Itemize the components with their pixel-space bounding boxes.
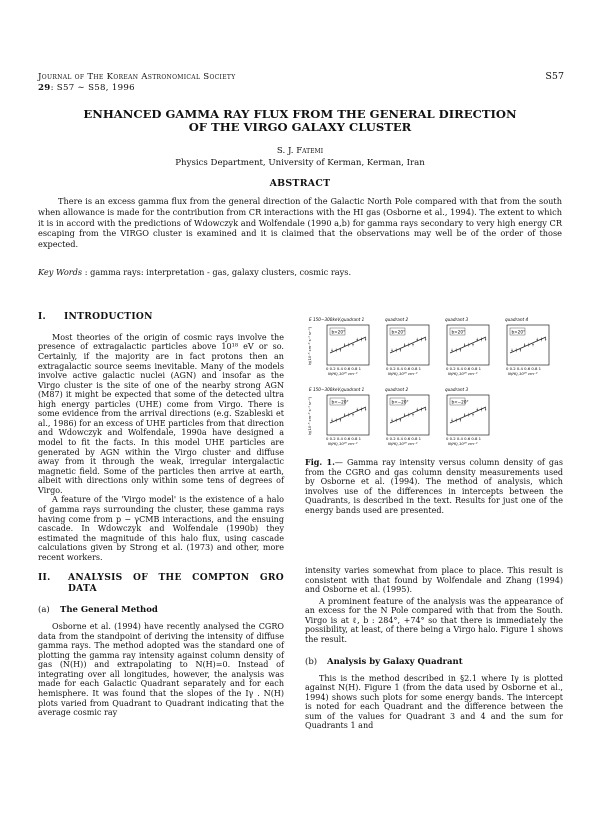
fit-line xyxy=(510,337,546,353)
panel-header: quadrant 2 xyxy=(385,387,409,392)
data-point xyxy=(421,339,422,340)
data-point xyxy=(460,419,461,420)
figure-1 xyxy=(305,315,563,455)
section-1-title: INTRODUCTION xyxy=(64,311,153,322)
data-point xyxy=(456,420,457,421)
panel-label: b<−20° xyxy=(391,399,409,405)
data-point xyxy=(408,414,409,415)
data-point xyxy=(412,344,413,345)
data-point xyxy=(472,414,473,415)
right-column xyxy=(305,566,563,731)
journal-volume-line xyxy=(38,83,235,94)
data-point xyxy=(472,344,473,345)
data-point xyxy=(340,419,341,420)
figure-1-caption-text: — Gamma ray intensity versus column density of gas from the CGRO and gas column density measurements used by Osborne et al. (1994). The method of analysis, which involves use of the differences in intercepts between the Quadrants, is described in the text. Results for just one of the energy bands used are presented. xyxy=(305,458,563,515)
section-2-number: II. xyxy=(38,572,51,584)
fit-line xyxy=(390,337,426,353)
intro-paragraph-1: Most theories of the origin of cosmic rays involve the presence of extragalactic particles above 10¹⁸ eV or so. Certainly, if the majority are in fact protons then an extragalactic source seems inevitable. Many of the models involve active galactic nuclei (AGN) and insofar as the Virgo cluster is the site of one of the nearby strong AGN (M87) it might be expected that some of the detected ultra high energy particles (UHE) come from Virgo. There is some evidence from the arrival directions (e.g. Szableski et al., 1986) for an excess of UHE particles from that direction and Wdowczyk and Wolfendale, 1990a have designed a model to fit the facts. In this model UHE particles are generated by AGN within the Virgo cluster and diffuse away from it through the weak, irregular intergalactic magnetic field. Some of the particles then arrive at earth, albeit with directions only within some tens of degrees of Virgo. xyxy=(38,332,284,495)
subsection-a-number: (a) xyxy=(38,604,50,615)
data-point xyxy=(348,414,349,415)
data-point xyxy=(365,339,366,340)
right-paragraph-2: A prominent feature of the analysis was the appearance of an excess for the N Pole compared with that from the South. Virgo is at ℓ, b : 284°, +74° so that there is immediately the possibility, at least, of there being a Virgo halo. Figure 1 shows the result. xyxy=(305,596,563,644)
data-point xyxy=(331,350,332,351)
x-tick-labels: 0 0.2 0.4 0.6 0.8 1 xyxy=(386,366,422,371)
data-point xyxy=(464,345,465,346)
data-point xyxy=(417,339,418,340)
intro-paragraph-2: A feature of the 'Virgo model' is the existence of a halo of gamma rays surrounding the cluster, these gamma rays having come from p − γCMB interactions, and the ensuing cascade. In Wdowczyk and Wolfendale (1990b) they estimated the magnitude of this halo flux, using cascade calculations given by Strong et al. (1973) and other, more recent workers. xyxy=(38,495,284,562)
data-point xyxy=(396,420,397,421)
data-point xyxy=(352,414,353,415)
data-point xyxy=(391,350,392,351)
x-axis-label: N(HI),10²⁰ cm⁻² xyxy=(388,371,418,376)
section-2-heading xyxy=(38,573,284,595)
data-point xyxy=(511,350,512,351)
data-point xyxy=(537,339,538,340)
panel-header: E 150−300keV,quadrant 1 xyxy=(309,317,365,322)
section-1-heading xyxy=(38,312,284,323)
panel-label: b>20° xyxy=(331,329,346,335)
author-block xyxy=(40,146,560,169)
data-point xyxy=(425,409,426,410)
data-point xyxy=(412,414,413,415)
x-axis-label: N(HI),10²⁰ cm⁻² xyxy=(448,441,478,446)
data-point xyxy=(451,420,452,421)
data-point xyxy=(451,350,452,351)
fit-line xyxy=(330,407,366,423)
data-point xyxy=(336,420,337,421)
fit-line xyxy=(390,407,426,423)
data-point xyxy=(541,339,542,340)
page-number: S57 xyxy=(545,71,564,82)
data-point xyxy=(545,339,546,340)
figure-1-panels xyxy=(305,315,563,455)
panel-header: quadrant 4 xyxy=(505,317,529,322)
data-point xyxy=(481,409,482,410)
title-line-2: OF THE VIRGO GALAXY CLUSTER xyxy=(188,120,412,135)
author-affiliation: Physics Department, University of Kerman, Kerman, Iran xyxy=(175,158,425,169)
data-point xyxy=(464,415,465,416)
journal-volume: 29 xyxy=(38,82,51,93)
fit-line xyxy=(330,337,366,353)
journal-header xyxy=(38,72,235,93)
data-point xyxy=(361,339,362,340)
data-point xyxy=(516,350,517,351)
subsection-b-title: Analysis by Galaxy Quadrant xyxy=(327,656,463,667)
data-point xyxy=(485,409,486,410)
x-axis-label: N(HI),10²⁰ cm⁻² xyxy=(328,441,358,446)
quadrant-analysis-paragraph: This is the method described in §2.1 where Iγ is plotted against N(H). Figure 1 (from the data used by Osborne et al., 1994) shows such plots for some energy bands. The intercept is noted for each Quadrant and the difference between the sum of the values for Quadrant 3 and 4 and the sum for Quadrants 1 and xyxy=(305,673,563,731)
panel-header: quadrant 2 xyxy=(385,317,409,322)
x-tick-labels: 0 0.2 0.4 0.6 0.8 1 xyxy=(506,366,542,371)
panel-label: b>20° xyxy=(451,329,466,335)
data-point xyxy=(336,350,337,351)
x-axis-label: N(HI),10²⁰ cm⁻² xyxy=(508,371,538,376)
data-point xyxy=(396,350,397,351)
journal-name: Journal of The Korean Astronomical Society xyxy=(38,72,236,82)
subsection-a-title: The General Method xyxy=(60,604,158,615)
x-axis-label: N(HI),10²⁰ cm⁻² xyxy=(328,371,358,376)
subsection-a-heading xyxy=(38,605,284,615)
data-point xyxy=(468,414,469,415)
data-point xyxy=(532,344,533,345)
data-point xyxy=(357,339,358,340)
data-point xyxy=(365,409,366,410)
data-point xyxy=(528,344,529,345)
data-point xyxy=(352,344,353,345)
panel-label: b>20° xyxy=(391,329,406,335)
keywords-text: : gamma rays: interpretation - gas, galaxy clusters, cosmic rays. xyxy=(84,267,352,277)
data-point xyxy=(331,420,332,421)
keywords-label: Key Words xyxy=(38,267,83,277)
title-line-1: ENHANCED GAMMA RAY FLUX FROM THE GENERAL DIRECTION xyxy=(83,107,517,121)
panel-header: quadrant 3 xyxy=(445,317,469,322)
keywords xyxy=(38,267,351,277)
panel-header: E 150−300keV,quadrant 1 xyxy=(309,387,365,392)
data-point xyxy=(340,349,341,350)
fit-line xyxy=(450,337,486,353)
data-point xyxy=(400,419,401,420)
data-point xyxy=(400,349,401,350)
data-point xyxy=(460,349,461,350)
data-point xyxy=(520,349,521,350)
subsection-b-number: (b) xyxy=(305,656,318,667)
data-point xyxy=(524,345,525,346)
data-point xyxy=(404,345,405,346)
data-point xyxy=(425,339,426,340)
journal-pages: : S57 ∼ S58, 1996 xyxy=(50,82,135,93)
data-point xyxy=(477,339,478,340)
panel-label: b<−20° xyxy=(451,399,469,405)
abstract-text: There is an excess gamma flux from the general direction of the Galactic North Pole compared with that from the south when allowance is made for the contribution from CR interactions with the HI gas (Osborne et al., 1994). The extent to which it is in accord with the predictions of Wdowczyk and Wolfendale (1990 a,b) for gamma rays secondary to very high energy CR escaping from the VIRGO cluster is examined and it is claimed that the observations may well be of the order of those expected. xyxy=(38,196,562,250)
left-column xyxy=(38,312,284,718)
x-tick-labels: 0 0.2 0.4 0.6 0.8 1 xyxy=(446,436,482,441)
section-2-title: ANALYSIS OF THE COMPTON GRO DATA xyxy=(68,572,284,595)
x-tick-labels: 0 0.2 0.4 0.6 0.8 1 xyxy=(326,366,362,371)
data-point xyxy=(391,420,392,421)
subsection-b-heading xyxy=(305,657,563,667)
x-tick-labels: 0 0.2 0.4 0.6 0.8 1 xyxy=(326,436,362,441)
data-point xyxy=(344,345,345,346)
data-point xyxy=(361,409,362,410)
paper-title xyxy=(40,108,560,135)
right-paragraph-continued: intensity varies somewhat from place to place. This result is consistent with that found by Wolfendale and Zhang (1994) and Osborne et al. (1995). xyxy=(305,566,563,595)
data-point xyxy=(417,409,418,410)
figure-1-label: Fig. 1. xyxy=(305,457,335,467)
panel-label: b>20° xyxy=(511,329,526,335)
data-point xyxy=(485,339,486,340)
data-point xyxy=(468,344,469,345)
y-axis-label: Iγ(10⁻⁵ cm⁻² s⁻¹ sr⁻¹) xyxy=(308,326,312,365)
data-point xyxy=(456,350,457,351)
data-point xyxy=(481,339,482,340)
data-point xyxy=(357,409,358,410)
figure-1-caption xyxy=(305,458,563,515)
data-point xyxy=(408,344,409,345)
x-axis-label: N(HI),10²⁰ cm⁻² xyxy=(448,371,478,376)
data-point xyxy=(477,409,478,410)
x-tick-labels: 0 0.2 0.4 0.6 0.8 1 xyxy=(386,436,422,441)
x-tick-labels: 0 0.2 0.4 0.6 0.8 1 xyxy=(446,366,482,371)
data-point xyxy=(348,344,349,345)
panel-label: b<−20° xyxy=(331,399,349,405)
abstract-heading: ABSTRACT xyxy=(269,178,331,189)
x-axis-label: N(HI),10²⁰ cm⁻² xyxy=(388,441,418,446)
y-axis-label: Iγ(10⁻⁵ cm⁻² s⁻¹ sr⁻¹) xyxy=(308,396,312,435)
fit-line xyxy=(450,407,486,423)
general-method-paragraph: Osborne et al. (1994) have recently analysed the CGRO data from the standpoint of deriving the intensity of diffuse gamma rays. The method adopted was the standard one of plotting the gamma ray intensity against column density of gas (N(H)) and extrapolating to N(H)=0. Instead of integrating over all longitudes, however, the analysis was made for each Galactic Quadrant separately and for each hemisphere. It was found that the slopes of the Iγ . N(H) plots varied from Quadrant to Quadrant indicating that the average cosmic ray xyxy=(38,622,284,718)
author-name: S. J. Fatemi xyxy=(276,146,324,156)
panel-header: quadrant 3 xyxy=(445,387,469,392)
data-point xyxy=(404,415,405,416)
section-1-number: I. xyxy=(38,311,47,322)
data-point xyxy=(344,415,345,416)
data-point xyxy=(421,409,422,410)
